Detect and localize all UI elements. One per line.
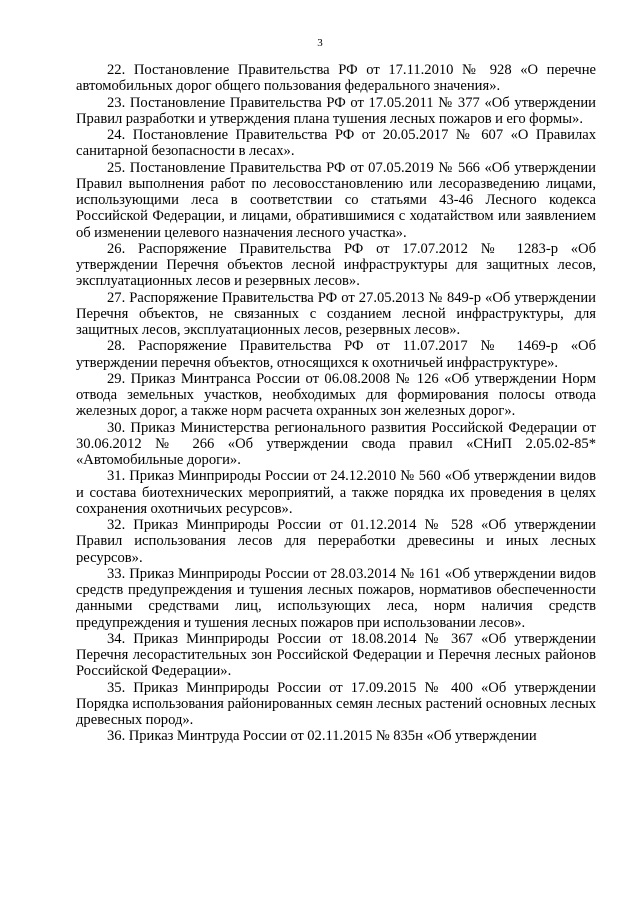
list-item: 23. Постановление Правительства РФ от 17.05.2011 № 377 «Об утверждении Правил разработки и утверждения плана тушения лесных пожаров и его формы». [76, 94, 596, 127]
list-item: 25. Постановление Правительства РФ от 07.05.2019 № 566 «Об утверждении Правил выполнения работ по лесовосстановлению или лесоразведению лицами, использующими леса в соответствии со статьями 43-46 Лесного кодекса Российской Федерации, и лицами, обратившимися с ходатайством или заявлением об изменении целевого назначения лесного участка». [76, 159, 596, 241]
list-item: 31. Приказ Минприроды России от 24.12.2010 № 560 «Об утверждении видов и состава биотехнических мероприятий, а также порядка их проведения в целях сохранения охотничьих ресурсов». [76, 468, 596, 517]
list-item: 30. Приказ Министерства регионального развития Российской Федерации от 30.06.2012 № 266 «Об утверждении свода правил «СНиП 2.05.02-85* «Автомобильные дороги». [76, 419, 596, 468]
list-item: 36. Приказ Минтруда России от 02.11.2015 № 835н «Об утверждении [107, 728, 537, 745]
list-item: 32. Приказ Минприроды России от 01.12.2014 № 528 «Об утверждении Правил использования лесов для переработки древесины и иных лесных ресурсов». [76, 517, 596, 566]
list-item: 27. Распоряжение Правительства РФ от 27.05.2013 № 849-р «Об утверждении Перечня объектов, не связанных с созданием лесной инфраструктуры, для защитных лесов, эксплуатационных лесов, резервных лесов». [76, 289, 596, 338]
page-number: 3 [317, 37, 323, 49]
list-item: 24. Постановление Правительства РФ от 20.05.2017 № 607 «О Правилах санитарной безопасности в лесах». [76, 127, 596, 160]
list-item: 29. Приказ Минтранса России от 06.08.2008 № 126 «Об утверждении Норм отвода земельных участков, необходимых для формирования полосы отвода железных дорог, а также норм расчета охранных зон железных дорог». [76, 370, 596, 420]
list-item: 26. Распоряжение Правительства РФ от 17.07.2012 № 1283-р «Об утверждении Перечня объектов лесной инфраструктуры для защитных лесов, эксплуатационных лесов и резервных лесов». [76, 240, 596, 290]
list-item: 34. Приказ Минприроды России от 18.08.2014 № 367 «Об утверждении Перечня лесорастительных зон Российской Федерации и Перечня лесных районов Российской Федерации». [76, 630, 596, 680]
legal-acts-list [76, 62, 596, 745]
list-item: 28. Распоряжение Правительства РФ от 11.07.2017 № 1469-р «Об утверждении перечня объектов, относящихся к охотничьей инфраструктуре». [76, 338, 596, 371]
list-item: 33. Приказ Минприроды России от 28.03.2014 № 161 «Об утверждении видов средств предупреждения и тушения лесных пожаров, нормативов обеспеченности данными средствами лиц, использующих леса, норм наличия средств предупреждения и тушения лесных пожаров при использовании лесов». [76, 565, 596, 631]
list-item: 35. Приказ Минприроды России от 17.09.2015 № 400 «Об утверждении Порядка использования районированных семян лесных растений основных лесных древесных пород». [76, 679, 596, 728]
list-item: 22. Постановление Правительства РФ от 17.11.2010 № 928 «О перечне автомобильных дорог общего пользования федерального значения». [76, 62, 596, 95]
